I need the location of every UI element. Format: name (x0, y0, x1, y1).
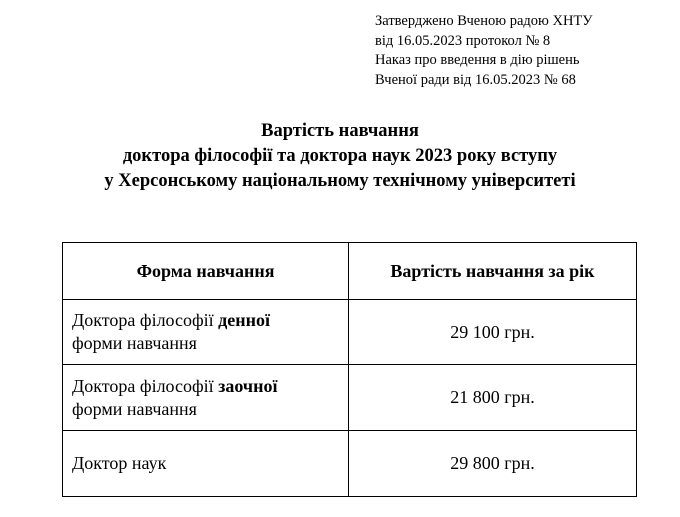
study-form-text: форми навчання (72, 398, 197, 419)
tuition-table (62, 242, 637, 497)
study-form-text: форми навчання (72, 333, 197, 353)
study-form-cell (63, 365, 349, 431)
approval-line: Затверджено Вченою радою ХНТУ (375, 13, 593, 29)
study-form-cell (63, 431, 349, 497)
study-form-text: Доктора філософії (72, 375, 219, 396)
table-header-row (63, 243, 637, 300)
title-line: у Херсонському національному технічному університеті (104, 171, 576, 191)
approval-line: Наказ про введення в дію рішень (375, 52, 580, 68)
table-row (63, 365, 637, 431)
document-title (0, 119, 680, 194)
approval-note (375, 12, 593, 90)
title-line: Вартість навчання (261, 121, 419, 141)
title-line: доктора філософії та доктора наук 2023 року вступу (122, 146, 558, 166)
study-form-text: Доктор наук (72, 453, 167, 473)
study-form-emphasis: денної (218, 310, 270, 330)
annual-cost-cell: 29 100 грн. (349, 300, 637, 365)
approval-line: від 16.05.2023 протокол № 8 (375, 32, 551, 49)
approval-line: Вченої ради від 16.05.2023 № 68 (375, 71, 576, 88)
table-row (63, 431, 637, 497)
annual-cost-cell: 21 800 грн. (349, 365, 637, 431)
study-form-text: Доктора філософії (72, 310, 219, 330)
annual-cost-cell: 29 800 грн. (349, 431, 637, 497)
header-study-form: Форма навчання (63, 243, 349, 300)
header-annual-cost: Вартість навчання за рік (349, 243, 637, 300)
study-form-cell (63, 300, 349, 365)
study-form-emphasis: заочної (218, 375, 278, 396)
table-row (63, 300, 637, 365)
